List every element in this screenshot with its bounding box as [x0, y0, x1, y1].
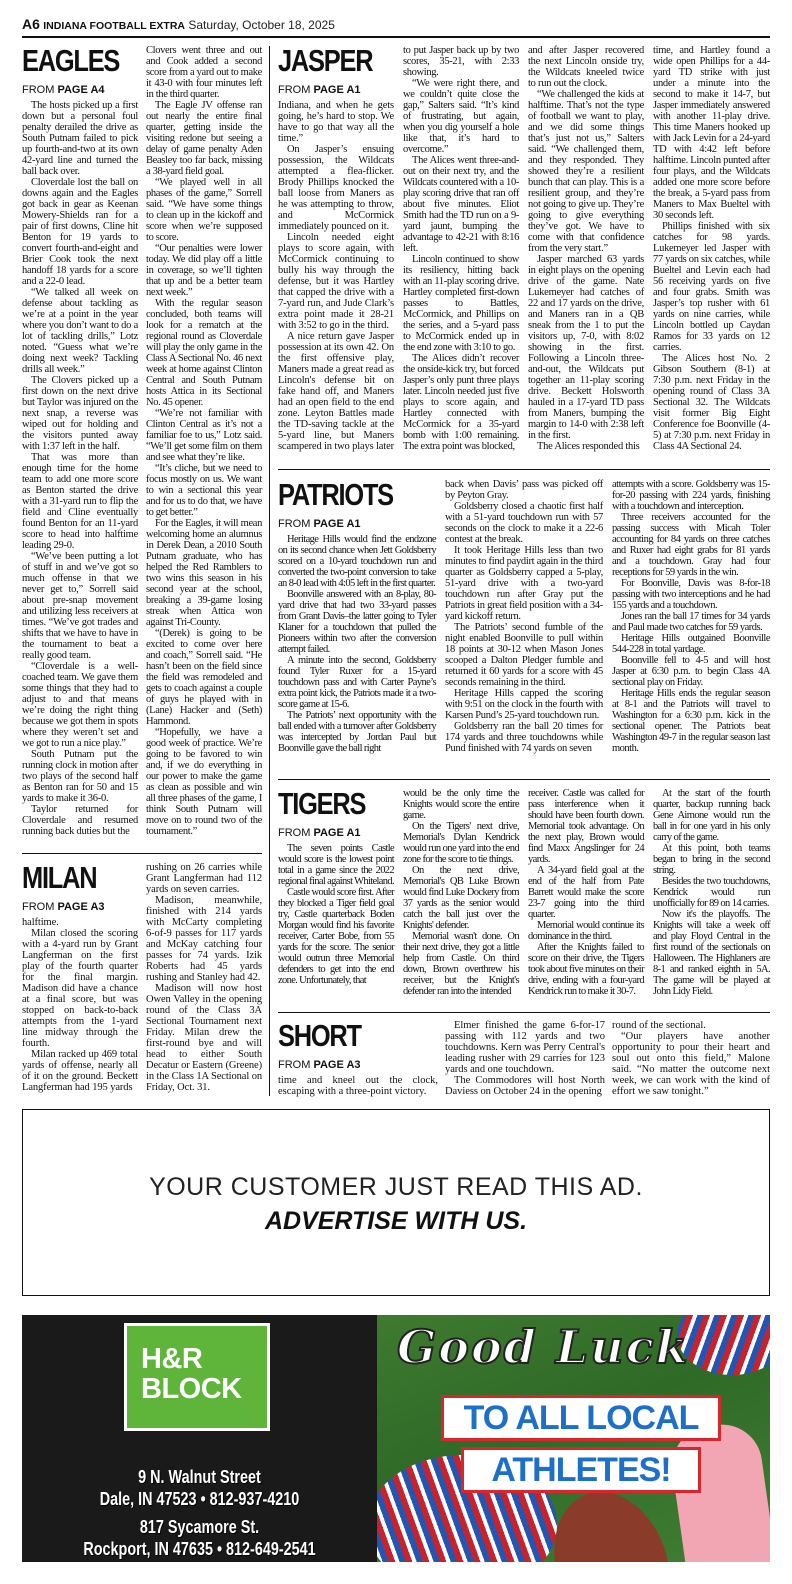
story-column [278, 100, 394, 462]
section-rule [278, 469, 770, 470]
jump-line [278, 1059, 438, 1072]
paragraph: A minute into the second, Goldsberry found Tyler Ruxer for a 15-yard touchdown pass and with Carter Payne’s extra point kick, the Patriots made it a two-score game at 15-6. [278, 655, 436, 710]
paragraph: Heritage Hills outgained Boonville 544-228 in total yardage. [612, 633, 770, 655]
from-page: PAGE A1 [313, 518, 361, 530]
paragraph: The Alices didn’t recover the onside-kick try, but forced Jasper’s only punt three plays later. Lincoln needed just five plays to score again, and Hartley connected with McCormick for a 35-yard bomb with 1:00 remaining. The extra point was blocked, [403, 353, 519, 452]
story-column [612, 479, 770, 764]
paragraph: The Alices responded this [537, 441, 640, 452]
logo-text: BLOCK [141, 1373, 242, 1405]
jump-line [278, 518, 436, 531]
paragraph: Milan racked up 469 total yards of offense, nearly all of it on the ground. Beckett Langferman had 195 yards [22, 1049, 138, 1093]
paragraph: After the Knights failed to score on their drive, the Tigers took about five minutes on their drive, ending with a four-yard Kendrick run to make it 30-7. [528, 942, 644, 997]
paragraph: “Cloverdale is a well-coached team. We gave them some things that they had to adjust to and that means we’re doing the right thing because we got them in spots where they weren’t set and we got to run a nice play.” [22, 661, 138, 749]
paragraph: A nice return gave Jasper possession at its own 42. On the first offensive play, Maners made a great read as Lincoln's defense bit on fake hand off, and Maners had an open field to the end zone. Leyton Battles made the TD-saving tackle at the 5-yard line, but Maners scampered in two plays later [278, 331, 394, 452]
story-column [146, 862, 262, 1101]
headline: MILAN [22, 860, 97, 895]
paragraph: The Patriots’ next opportunity with the ball ended with a turnover after Goldsberry was intercepted by Jordan Paul but Boonville gave the ball right [278, 710, 436, 754]
paragraph: back when Davis’ pass was picked off by Peyton Gray. [445, 479, 603, 501]
paragraph: Three receivers accounted for the passing success with Micah Toler accounting for 84 yards on three catches and Ruxer had eight grabs for 81 yards and a touchdown. Gray had four receptions for 59 yards in the win. [612, 512, 770, 578]
house-ad-line1: YOUR CUSTOMER JUST READ THIS AD. [149, 1173, 643, 1201]
paragraph: South Putnam put the running clock in motion after two plays of the second half as Benton ran for 50 and 15 yards to make it 36-0. [22, 749, 138, 804]
paragraph: On the Tigers' next drive, Memorial's Dylan Kendrick would run one yard into the end zone for the score to tie things. [403, 821, 519, 865]
pompom-image [677, 1315, 770, 1375]
paragraph: With the regular season concluded, both teams will look for a rematch at the regional round as Cloverdale will play the only game in the Class A Sectional No. 46 next week at home against Clinton Central and South Putnam hosts Attica in its Sectional No. 45 opener. [146, 298, 262, 408]
paragraph: The seven points Castle would score is the lowest point total in a game since the 2022 regional final against Whiteland. [278, 843, 394, 887]
from-page: PAGE A3 [313, 1059, 361, 1071]
paragraph: and after Jasper recovered the next Lincoln onside try, the Wildcats kneeled twice to run out the clock. [528, 45, 644, 89]
paragraph: Madison, meanwhile, finished with 214 yards with McCarty completing 6-of-9 passes for 117 yards and McKay catching four passes for 74 yards. Izik Roberts had 45 yards rushing and Stanley had 42. [146, 895, 262, 983]
story-tigers [278, 788, 394, 840]
paragraph: For Boonville, Davis was 8-for-18 passing with two interceptions and he had 155 yards and a touchdown. [612, 578, 770, 611]
good-luck-ad [377, 1315, 770, 1562]
paragraph: Milan closed the scoring with a 4-yard run by Grant Langferman on the first play of the fourth quarter for the final margin. Madison did have a chance at a final score, but was stopped on back-to-back attempts from the 1-yard line midway through the fourth. [22, 928, 138, 1049]
section-rule [278, 779, 770, 780]
paragraph: “We’re not familiar with Clinton Central as it’s not a familiar foe to us,” Lotz said. “We’ll get some film on them and see what they’re like. [146, 408, 262, 463]
paragraph: Lincoln needed eight plays to score again, with McCormick continuing to bully his way through the defense, but it was Hartley that capped the drive with a 7-yard run, and Jude Clark’s extra point made it 28-21 with 3:52 to go in the third. [278, 232, 394, 331]
paragraph: Lincoln continued to show its resiliency, hitting back with an 11-play scoring drive. Hartley completed first-down passes to Battles, McCormick, and Phillips on the series, and a 5-yard pass to McCormick ended up in the end zone with 3:10 to go. [403, 254, 519, 353]
paragraph: “(Derek) is going to be excited to come over here and coach,” Sorrell said. “He hasn’t been on the field since the field was remodeled and gets to coach against a couple of guys he played with in (Lane) Hacker and (Seth) Hammond. [146, 628, 262, 727]
paragraph: “Hopefully, we have a good week of practice. We’re going to be favored to win and, if we do everything in our power to make the game as clean as possible and win all three phases of the game, I think South Putnam will move on to round two of the tournament.” [146, 727, 262, 837]
paragraph: Boonville answered with an 8-play, 80-yard drive that had two 33-yard passes from Grant Davis–the latter going to Tyler Klaner for a touchdown that pulled the Pioneers within two after the conversion attempt failed. [278, 589, 436, 655]
headline: EAGLES [22, 43, 120, 78]
paragraph: Cloverdale lost the ball on downs again and the Eagles got back in gear as Keenan Mowery-Shields ran for a pair of first downs, Cline hit Benton for 19 yards to convert fourth-and-eight and Brier Cook took the next handoff 18 yards for a score and a 22-0 lead. [22, 177, 138, 287]
paragraph: The Clovers picked up a first down on the next drive but Taylor was injured on the next snap, a reverse was wiped out for holding and the visitors punted away with 1:37 left in the half. [22, 375, 138, 452]
paragraph: rushing on 26 carries while Grant Langferman had 112 yards on seven carries. [146, 862, 262, 895]
address-street: 817 Sycamore St. [139, 1517, 260, 1537]
from-page: PAGE A4 [57, 84, 105, 96]
address-city-phone: Rockport, IN 47635 • 812-649-2541 [83, 1539, 316, 1559]
jump-line [22, 901, 138, 914]
story-column [612, 1020, 770, 1100]
section-name: INDIANA FOOTBALL EXTRA [43, 20, 185, 32]
paragraph: Castle would score first. After they blocked a Tiger field goal try, Castle quarterback Boden Morgan would find his favorite receiver, Carter Bobe, from 55 yards for the score. The senior would outrun three Memorial defenders to get into the end zone. Unfortunately, that [278, 887, 394, 986]
paragraph: round of the sectional. [612, 1020, 706, 1031]
masthead-rule [22, 36, 770, 38]
jump-line [278, 84, 394, 97]
story-column [278, 1075, 438, 1099]
headline: SHORT [278, 1018, 361, 1053]
paragraph: Phillips finished with six catches for 98 yards. Lukemeyer led Jasper with 77 yards on six catches, while Bueltel and Levin each had 56 receiving yards on five and four grabs. Smith was Jasper’s top rusher with 61 yards on nine carries, while Lincoln bottled up Caydan Ramos for 33 yards on 12 carries. [653, 221, 770, 353]
paragraph: The Alices host No. 2 Gibson Southern (8-1) at 7:30 p.m. next Friday in the opening round of Class 3A Sectional 32. The Wildcats visit former Big Eight Conference foe Boonville (4-5) at 7:30 p.m. next Friday in Class 4A Sectional 24. [653, 353, 770, 452]
from-label: FROM [22, 84, 55, 96]
story-column [445, 1020, 605, 1100]
paragraph: Indiana, and when he gets going, he’s hard to stop. We have to go that way all the time.” [278, 100, 394, 144]
banner-line1: TO ALL LOCAL [441, 1395, 721, 1441]
paragraph: “We talked all week on defense about tackling as we’re at a point in the year where you don’t want to do a lot of tackling drills,” Lotz noted. “Guess what we’re doing next week? Tackling drills all week.” [22, 287, 138, 375]
paragraph: Elmer finished the game 6-for-17 passing with 112 yards and two touchdowns. Kern was Perry Central's leading rusher with 29 carries for 123 yards and one touchdown. [445, 1020, 605, 1075]
paragraph: “It’s cliche, but we need to focus mostly on us. We want to win a sectional this year and for us to do that, we have to get better.” [146, 463, 262, 518]
story-column [403, 45, 519, 462]
paragraph: The Alices went three-and-out on their next try, and the Wildcats countered with a 10-play scoring drive that ran off about five minutes. Eliot Smith had the TD run on a 9-yard jaunt, bumping the advantage to 42-21 with 8:16 left. [403, 155, 519, 254]
paragraph: Memorial wasn't done. On their next drive, they got a little help from Castle. On third down, Brown overthrew his receiver, but the Knight's defender ran into the intended [403, 931, 519, 997]
paragraph: Taylor returned for Cloverdale and resumed running back duties but the [22, 804, 138, 837]
paragraph: Boonville fell to 4-5 and will host Jasper at 6:30 p.m. to begin Class 4A sectional play on Friday. [612, 655, 770, 688]
logo-text: H&R [141, 1343, 203, 1375]
paragraph: On the next drive, Memorial's QB Luke Brown would find Luke Dockery from 37 yards as the senior would catch the ball just over the Knights' defender. [403, 865, 519, 931]
paragraph: Clovers went three and out and Cook added a second score from a yard out to make it 43-0 with four minutes left in the third quarter. [146, 45, 262, 100]
story-milan [22, 862, 138, 914]
paragraph: receiver. Castle was called for pass interference when it should have been fourth down. Memorial took advantage. On the next play, Brown would find Maxx Angslinger for 24 yards. [528, 788, 644, 865]
paragraph: On Jasper’s ensuing possession, the Wildcats attempted a flea-flicker. Brody Phillips knocked the ball loose from Maners as he was attempting to throw, and McCormick immediately pounced on it. [278, 144, 394, 232]
story-column [445, 479, 603, 764]
masthead [22, 16, 335, 32]
paragraph: attempts with a score. Goldsberry was 15-for-20 passing with 224 yards, finishing with a touchdown and interception. [612, 479, 770, 512]
jump-line [278, 827, 394, 840]
from-page: PAGE A3 [57, 901, 105, 913]
paragraph: Heritage Hills would find the endzone on its second chance when Jett Goldsberry scored on a 10-yard touchdown run and converted the two-point conversion to take an 8-0 lead with 4:05 left in the first quarter. [278, 534, 436, 589]
paragraph: Goldsberry ran the ball 20 times for 174 yards and three touchdowns while Pund finished with 74 yards on seven [445, 721, 603, 754]
paragraph: At the start of the fourth quarter, backup running back Gene Aimone would run the ball in for one yard in his only carry of the game. [653, 788, 770, 843]
house-ad [22, 1109, 770, 1296]
paragraph: The Commodores will host North Daviess on October 24 in the opening [445, 1075, 605, 1097]
address-street: 9 N. Walnut Street [138, 1467, 261, 1487]
paragraph: Heritage Hills ends the regular season at 8-1 and the Patriots will travel to Washington for a 6:30 p.m. kick in the sectional opener. The Patriots beat Washington 49-7 in the regular season last month. [612, 688, 770, 754]
headline: JASPER [278, 43, 373, 78]
hr-block-ad [22, 1315, 377, 1562]
paragraph: “Our players have another opportunity to pour their heart and soul out onto this field,” Malone said. “No matter the outcome next week, we can work with the kind of effort we saw tonight.” [612, 1031, 770, 1097]
story-eagles [22, 45, 138, 97]
story-column [22, 917, 138, 1101]
paragraph: “We were right there, and we couldn’t quite close the gap,” Salters said. “It’s kind of frustrating, but again, when you dig yourself a hole like that, it’s hard to overcome.” [403, 78, 519, 155]
from-label: FROM [278, 84, 311, 96]
paragraph: would be the only time the Knights would score the entire game. [403, 788, 519, 821]
paragraph: Madison will now host Owen Valley in the opening round of the Class 3A Sectional Tournament next Friday. Milan drew the first-round bye and will head to either South Decatur or Eastern (Greene) in the Class 1A Sectional on Friday, Oct. 31. [146, 983, 262, 1093]
paragraph: The Eagle JV offense ran out nearly the entire final quarter, getting inside the visiting redone but seeing a delay of game penalty Aden Beasley too far back, missing a 38-yard field goal. [146, 100, 262, 177]
good-luck-script: Good Luck [397, 1320, 690, 1374]
paragraph: time, and Hartley found a wide open Phillips for a 44-yard TD strike with just under a minute into the second to make it 14-7, but Jasper immediately answered with another 11-play drive. This time Maners hooked up with Jack Levin for a 24-yard TD with 4:42 left before halftime. Lincoln punted after four plays, and the Wildcats added one more score before the break, a 5-yard pass from Maners to Max Bueltel with 30 seconds left. [653, 45, 770, 221]
story-column [146, 45, 262, 844]
paragraph: Goldsberry closed a chaotic first half with a 51-yard touchdown run with 57 seconds on the clock to make it a 22-6 contest at the break. [445, 501, 603, 545]
paragraph: “We’ve been putting a lot of stuff in and we’ve got so much offense in that we never get to,” Sorrell said about pre-snap movement and utilizing less receivers at times. “We’ve got trades and shifts that we have to have in the tournament to beat a really good team. [22, 551, 138, 661]
section-rule [278, 1012, 770, 1013]
story-patriots [278, 479, 436, 531]
story-column [403, 788, 519, 1006]
paragraph: halftime. [22, 917, 59, 928]
headline: PATRIOTS [278, 477, 393, 512]
column-divider [269, 46, 270, 1096]
paragraph: For the Eagles, it will mean welcoming home an alumnus in Derek Dean, a 2010 South Putnam graduate, who has helped the Red Ramblers to two wins this season in his second year at the school, breaking a 39-game losing streak when Attica won against Tri-County. [146, 518, 262, 628]
from-label: FROM [278, 827, 311, 839]
from-page: PAGE A1 [313, 827, 361, 839]
paragraph: At this point, both teams began to bring in the second string. [653, 843, 770, 876]
paragraph: The Patriots’ second fumble of the night enabled Boonville to pull within 18 points at 30-12 when Mason Jones scooped a Dalton Pledger fumble and returned it 60 yards for a score with 45 seconds remaining in the third. [445, 622, 603, 688]
from-page: PAGE A1 [313, 84, 361, 96]
from-label: FROM [278, 518, 311, 530]
story-column [22, 100, 138, 844]
headline: TIGERS [278, 786, 366, 821]
story-column [653, 45, 770, 462]
paragraph: “We challenged the kids at halftime. That’s not the type of football we want to play, and we did some things that’s just not us,” Salters said. “We challenged them, and they responded. They showed they’re a resilient bunch that can play. This is a resilient group, and they’re not going to give up. They’re going to give everything they’ve got. We have to come with that confidence from the very start.” [528, 89, 644, 254]
story-column [278, 843, 394, 1006]
paragraph: Memorial would continue its dominance in the third. [528, 920, 644, 942]
story-column [278, 534, 436, 764]
from-label: FROM [278, 1059, 311, 1071]
paragraph: Now it's the playoffs. The Knights will take a week off and play Floyd Central in the first round of the sectionals on Halloween. The Highlaners are 8-1 and ranked eighth in 5A. The game will be played at John Lidy Field. [653, 909, 770, 997]
issue-date: Saturday, October 18, 2025 [188, 18, 335, 32]
story-column [653, 788, 770, 1006]
hr-block-logo [124, 1323, 270, 1431]
banner-line2: ATHLETES! [461, 1447, 701, 1493]
paragraph: time and kneel out the clock, escaping with a three-point victory. [278, 1075, 438, 1097]
paragraph: “We played well in all phases of the game,” Sorrell said. “We have some things to clean up in the kickoff and score when we’re supposed to score. [146, 177, 262, 243]
story-column [528, 45, 644, 462]
paragraph: A 34-yard field goal at the end of the half from Pate Barrett would make the score 23-7 going into the third quarter. [528, 865, 644, 920]
address-city-phone: Dale, IN 47523 • 812-937-4210 [99, 1489, 300, 1509]
paragraph: Besides the two touchdowns, Kendrick would run unofficially for 89 on 14 carries. [653, 876, 770, 909]
paragraph: The hosts picked up a first down but a personal foul penalty derailed the drive as South Putnam failed to pick up fourth-and-two at its own 42-yard line and turned the ball back over. [22, 100, 138, 177]
story-jasper [278, 45, 394, 97]
section-rule [22, 853, 262, 854]
jump-line [22, 84, 138, 97]
from-label: FROM [22, 901, 55, 913]
paragraph: Jasper marched 63 yards in eight plays on the opening drive of the game. Nate Lukemeyer had catches of 22 and 17 yards on the drive, and Maners ran in a QB sneak from the 1 to put the visitors up, 7-0, with 8:02 showing in the first. Following a Lincoln three-and-out, the Wildcats put together an 11-play scoring drive. Beckett Holsworth hauled in a 17-yard TD pass from Maners, bumping the margin to 14-0 with 2:38 left in the first. [528, 254, 644, 441]
paragraph: to put Jasper back up by two scores, 35-21, with 2:33 showing. [403, 45, 519, 78]
paragraph: Jones ran the ball 17 times for 34 yards and Paul made two catches for 59 yards. [612, 611, 770, 633]
story-column [528, 788, 644, 1006]
paragraph: Heritage Hills capped the scoring with 9:51 on the clock in the fourth with Karsen Pund’s 25-yard touchdown run. [445, 688, 603, 721]
page-number: A6 [22, 16, 40, 32]
story-short [278, 1020, 438, 1072]
paragraph: It took Heritage Hills less than two minutes to find paydirt again in the third quarter as Goldsberry capped a 5-play, 51-yard drive with a two-yard touchdown run after Gray put the Patriots in great field position with a 34-yard kickoff return. [445, 545, 603, 622]
paragraph: “Our penalties were lower today. We did play off a little in coverage, so we’ll tighten that up and be a better team next week.” [146, 243, 262, 298]
house-ad-line2: ADVERTISE WITH US. [264, 1207, 528, 1235]
paragraph: That was more than enough time for the home team to add one more score as Benton started the drive with a 31-yard run to flip the field and Cline eventually found Benton for an 11-yard score to head into halftime leading 29-0. [22, 452, 138, 551]
